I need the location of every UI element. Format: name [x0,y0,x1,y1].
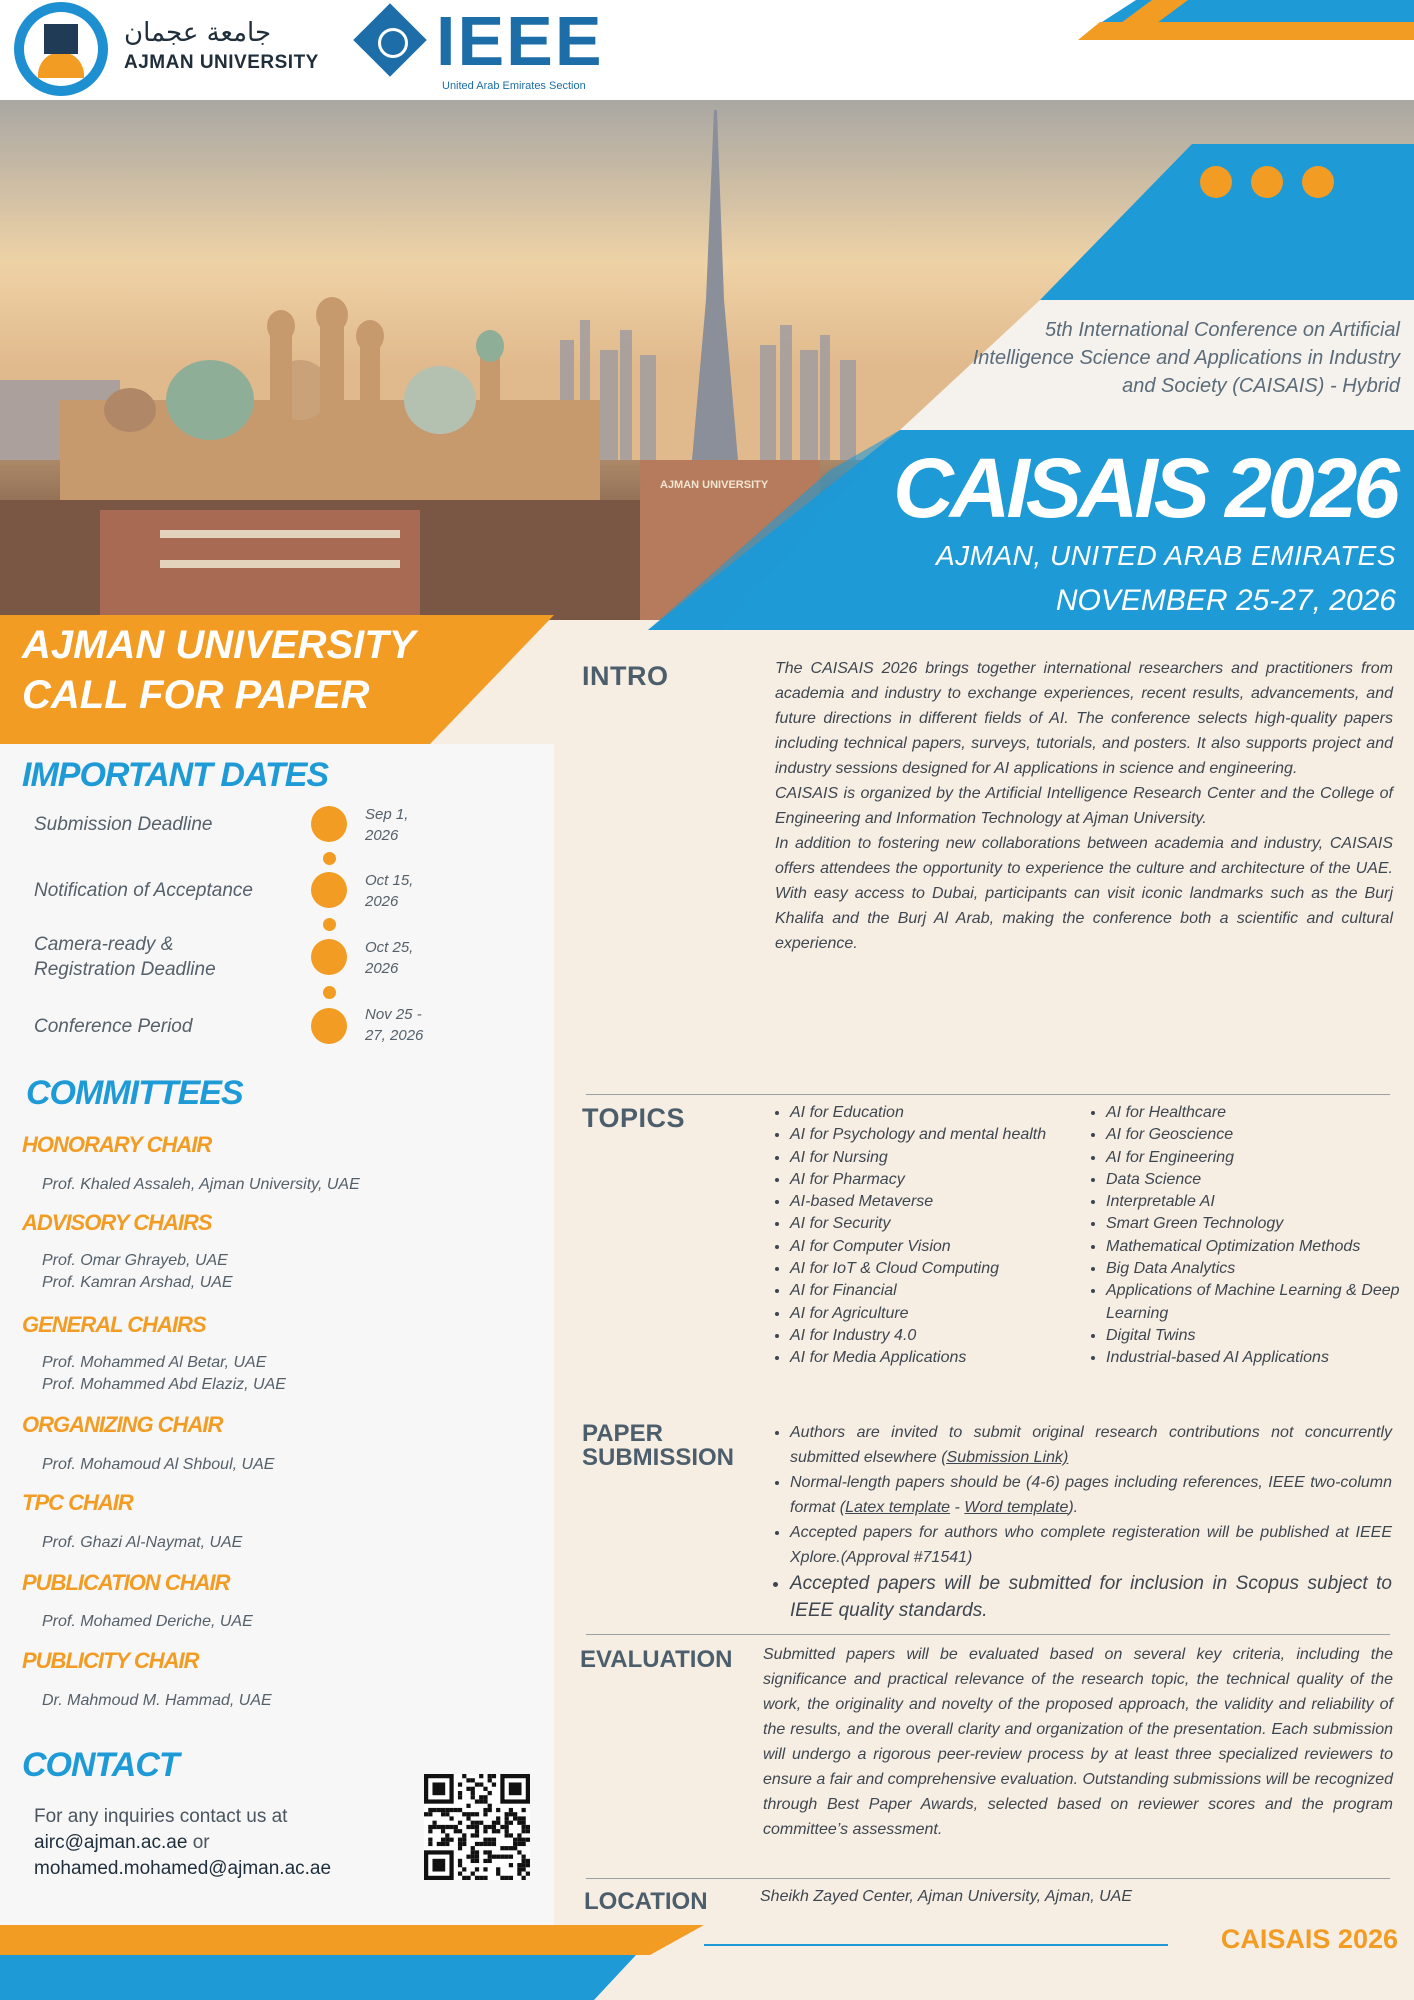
footer-brand: CAISAIS 2026 [1220,1924,1398,1954]
date-label-camera-ready: Camera-ready & Registration Deadline [34,934,216,980]
intro-paragraph: CAISAIS is organized by the Artificial Intelligence Research Center and the College of Engineering and Information Technology at Ajman University. [775,785,1393,827]
contact-intro: For any inquiries contact us at [34,1806,288,1827]
date-value-camera-ready: Oct 25, 2026 [365,939,414,977]
topic-item: • Interpretable AI [1106,1191,1400,1213]
committee-member: Prof. Mohammed Al Betar, UAE [42,1354,267,1371]
intro-title: INTRO [582,661,669,691]
topic-item: • AI for Geoscience [1106,1124,1400,1146]
evaluation-text: Submitted papers will be evaluated based on several key criteria, including the significance and practical relevance of the research topic, the technical quality of the work, the originality and novelty of the proposed approach, the validity and reliability of the results, and the overall clarity and organization of the presentation. Each submission will undergo a rigorous peer-review process by at least three specialized reviewers to ensure a fair and comprehensive evaluation. Outstanding submissions will be recognized through Best Paper Awards, selected based on reviewer scores and the program committee’s assessment. [763,1646,1393,1838]
topic-item: • AI for IoT & Cloud Computing [790,1258,1058,1280]
banner-line-2: CALL FOR PAPER [22,673,370,717]
location-text: Sheikh Zayed Center, Ajman University, Ajman, UAE [760,1888,1132,1905]
submission-item: • Normal-length papers should be (4-6) pages including references, IEEE two-column format (Latex template - Word template). [790,1470,1392,1520]
conference-dates: NOVEMBER 25-27, 2026 [1055,584,1396,617]
location-title: LOCATION [584,1888,708,1915]
committee-member: Prof. Ghazi Al-Naymat, UAE [42,1534,243,1551]
committees-title: COMMITTEES [26,1074,243,1112]
date-value-notification: Oct 15, 2026 [365,872,414,910]
latex-template-link[interactable]: Latex template [845,1499,951,1516]
committee-role: PUBLICITY CHAIR [22,1648,199,1673]
banner-line-1: AJMAN UNIVERSITY [22,623,416,667]
decor-dot-2 [1251,166,1283,198]
submission-item: • Authors are invited to submit original research contributions not concurrently submitted elsewhere (Submission Link) [790,1420,1392,1470]
committee-role: ADVISORY CHAIRS [22,1210,212,1235]
conference-title: CAISAIS 2026 [893,441,1396,535]
topic-item: • AI for Computer Vision [790,1236,1058,1258]
topic-item: • AI for Industry 4.0 [790,1325,1058,1347]
ieee-wordmark: IEEE [436,2,604,80]
qr-code[interactable] [424,1774,530,1880]
topic-item: • Digital Twins [1106,1325,1400,1347]
contact-info: For any inquiries contact us at airc@ajman.ac.ae or mohamed.mohamed@ajman.ac.ae [34,1804,331,1882]
committee-member: Prof. Khaled Assaleh, Ajman University, UAE [42,1176,360,1193]
call-for-paper-banner [22,620,415,720]
building-sign-label: AJMAN UNIVERSITY [660,479,769,491]
timeline-circle [311,939,347,975]
topic-item: • Smart Green Technology [1106,1213,1400,1235]
committee-member: Prof. Kamran Arshad, UAE [42,1274,233,1291]
topic-item: • Mathematical Optimization Methods [1106,1236,1400,1258]
topic-item: • AI for Psychology and mental health [790,1124,1058,1146]
intro-paragraph: In addition to fostering new collaborations between academia and industry, CAISAIS offers attendees the opportunity to experience the culture and architecture of the UAE. With easy access to Dubai, participants can visit iconic landmarks such as the Burj Khalifa and the Burj Al Arab, making the conference both a scientific and cultural experience. [775,835,1393,952]
committee-role: ORGANIZING CHAIR [22,1412,223,1437]
contact-email-link[interactable]: airc@ajman.ac.ae [34,1832,188,1853]
date-value-submission: Sep 1, 2026 [365,806,409,844]
topic-item: • AI for Security [790,1213,1058,1235]
intro-text [775,656,1393,956]
topic-item: • AI for Agriculture [790,1303,1058,1325]
timeline-dot [323,852,336,865]
topic-item: • AI for Education [790,1102,1058,1124]
decor-dot-3 [1302,166,1334,198]
committee-member: Prof. Mohamoud Al Shboul, UAE [42,1456,275,1473]
section-divider [586,1878,1390,1879]
section-divider [586,1094,1390,1095]
timeline-dot [323,918,336,931]
contact-title: CONTACT [22,1746,179,1784]
topic-item: • AI for Nursing [790,1147,1058,1169]
section-divider [586,1634,1390,1635]
university-name-arabic: جامعة عجمان [124,18,272,48]
date-label-submission: Submission Deadline [34,814,213,835]
topics-column-2 [1084,1102,1400,1370]
topics-column-1 [768,1102,1058,1370]
timeline-circle [311,1008,347,1044]
submission-item: • Accepted papers for authors who complete registeration will be published at IEEE Xplore.(Approval #71541) [790,1520,1392,1570]
topic-item: • AI for Media Applications [790,1347,1058,1369]
date-value-conference: Nov 25 - 27, 2026 [365,1006,424,1044]
ieee-section-name: United Arab Emirates Section [442,80,586,92]
university-name-english: AJMAN UNIVERSITY [124,52,319,73]
conference-location: AJMAN, UNITED ARAB EMIRATES [936,540,1396,571]
submission-item: • Accepted papers will be submitted for inclusion in Scopus subject to IEEE quality standards. [790,1570,1392,1624]
topic-item: • AI for Healthcare [1106,1102,1400,1124]
intro-paragraph: The CAISAIS 2026 brings together international researchers and practitioners from academia and industry to exchange experiences, recent results, advancements, and future directions in different fields of AI. The conference selects high-quality papers including technical papers, surveys, tutorials, and posters. It also supports project and industry sessions designed for AI applications in science and engineering. [775,660,1393,777]
contact-email-link[interactable]: mohamed.mohamed@ajman.ac.ae [34,1858,332,1879]
committee-role: TPC CHAIR [22,1490,133,1515]
topic-item: • Big Data Analytics [1106,1258,1400,1280]
decor-dot-1 [1200,166,1232,198]
topic-item: • AI for Pharmacy [790,1169,1058,1191]
timeline-circle [311,806,347,842]
topics-title: TOPICS [582,1103,686,1133]
submission-link[interactable]: (Submission Link) [941,1449,1069,1466]
important-dates-title: IMPORTANT DATES [22,756,329,794]
conference-description: 5th International Conference on Artificial Intelligence Science and Applications in Industry and Society (CAISAIS) - Hybrid [972,319,1400,397]
topic-item: • AI for Engineering [1106,1147,1400,1169]
committee-member: Prof. Mohammed Abd Elaziz, UAE [42,1376,286,1393]
date-label-notification: Notification of Acceptance [34,880,253,901]
date-label-conference: Conference Period [34,1016,193,1037]
committee-member: Prof. Mohamed Deriche, UAE [42,1613,253,1630]
word-template-link[interactable]: Word template [964,1499,1069,1516]
timeline-circle [311,872,347,908]
committee-role: PUBLICATION CHAIR [22,1570,230,1595]
topic-item: • AI for Financial [790,1280,1058,1302]
committee-member: Dr. Mahmoud M. Hammad, UAE [42,1692,272,1709]
paper-submission-title: PAPER SUBMISSION [582,1420,735,1471]
timeline-dot [323,986,336,999]
committee-role: HONORARY CHAIR [22,1132,212,1157]
committee-member: Prof. Omar Ghrayeb, UAE [42,1252,228,1269]
topic-item: • Applications of Machine Learning & Deep Learning [1106,1280,1400,1325]
topic-item: • Industrial-based AI Applications [1106,1347,1400,1369]
topic-item: • Data Science [1106,1169,1400,1191]
topic-item: • AI-based Metaverse [790,1191,1058,1213]
committee-role: GENERAL CHAIRS [22,1312,206,1337]
footer-line [704,1944,1168,1946]
submission-list [768,1420,1392,1624]
evaluation-title: EVALUATION [580,1646,733,1673]
qr-code-pattern [424,1774,530,1880]
